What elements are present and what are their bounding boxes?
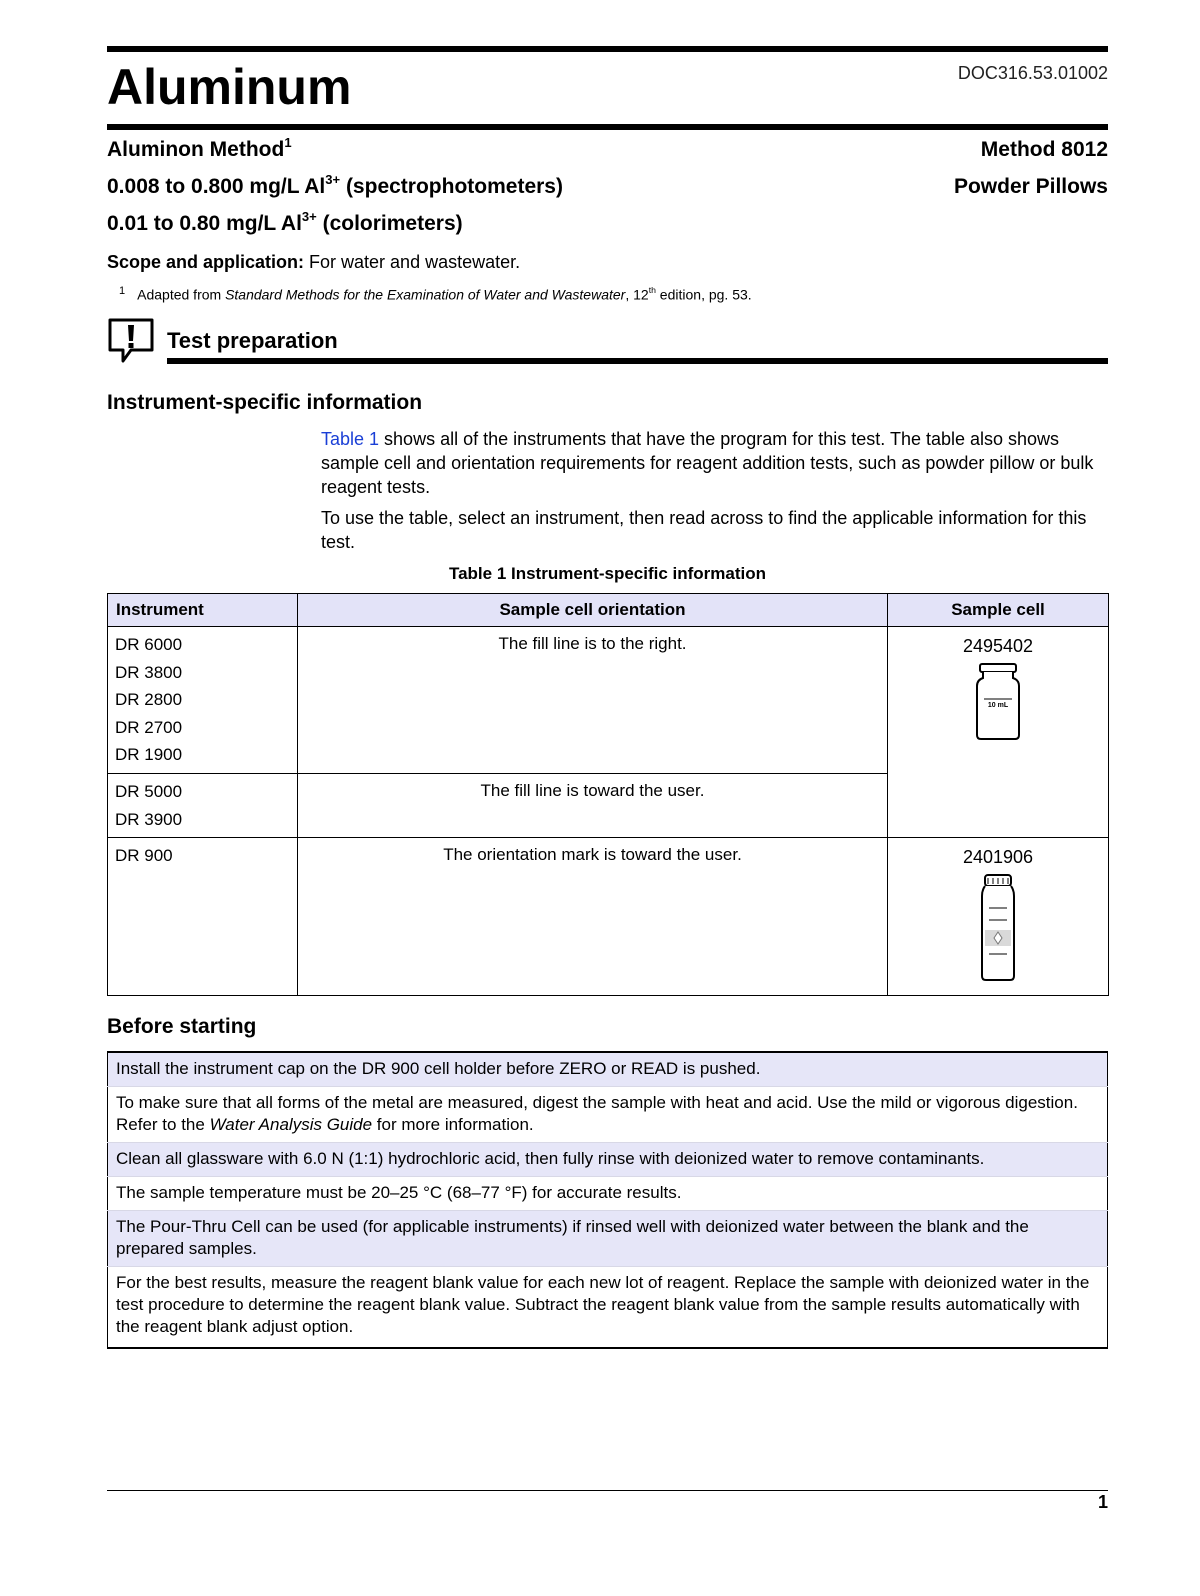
instrument-name: DR 2700: [115, 717, 183, 737]
section-title-test-preparation: Test preparation: [167, 328, 338, 353]
orientation-cell: The orientation mark is toward the user.: [298, 838, 888, 996]
heading-instrument-info: Instrument-specific information: [107, 391, 423, 414]
col-header-instrument: Instrument: [108, 594, 298, 627]
list-item: The sample temperature must be 20–25 °C (68–77 °F) for accurate results.: [108, 1177, 1108, 1211]
page-number: 1: [1097, 1492, 1108, 1512]
instrument-name: DR 6000: [115, 635, 183, 654]
instrument-name: DR 3900: [115, 809, 183, 829]
section-rule: [167, 358, 1108, 364]
sample-cell-part-number: 2401906: [962, 847, 1034, 867]
range-colori: 0.01 to 0.80 mg/L $Al^{3+}$ (colorimeters): [107, 208, 463, 235]
instrument-list: [108, 627, 298, 774]
col-header-orientation: Sample cell orientation: [298, 594, 888, 627]
table-row: [108, 627, 1109, 774]
sample-cell-part-number: 2495402: [962, 636, 1034, 656]
instrument-name: DR 1900: [115, 745, 183, 764]
footnote: $^1$ Adapted from Standard Methods for the Examination of Water and Wastewater, 12th edition, pg. 53.: [119, 285, 752, 303]
instrument-list: [108, 838, 298, 996]
orientation-cell: The fill line is to the right.: [298, 627, 888, 774]
instrument-name: DR 5000: [115, 782, 183, 801]
instrument-info-paragraph-1: Table 1 shows all of the instruments that have the program for this test. The table also shows sample cell and orientation requirements for reagent addition tests, such as powder pillow or bulk reagent tests.: [321, 429, 1094, 497]
instrument-list: [108, 774, 298, 838]
heading-before-starting: Before starting: [107, 1015, 257, 1038]
instrument-name: DR 900: [115, 846, 173, 865]
scope-and-application: Scope and application: For water and wastewater.: [107, 252, 521, 272]
sample-cell-round-icon: [980, 874, 1016, 982]
list-item: The Pour-Thru Cell can be used (for applicable instruments) if rinsed well with deionized water between the blank and the prepared samples.: [108, 1211, 1108, 1267]
table-header-row: [108, 594, 1109, 627]
instrument-table: [107, 593, 1109, 996]
list-item: For the best results, measure the reagent blank value for each new lot of reagent. Replace the sample with deionized water in the test procedure to determine the reagent blank value. Subtract the reagent blank value from the sample results automatically with the reagent blank adjust option.: [108, 1267, 1108, 1349]
method-format: Powder Pillows: [953, 175, 1108, 198]
top-rule: [107, 46, 1108, 52]
instrument-name: DR 2800: [115, 690, 183, 709]
list-item: Install the instrument cap on the DR 900 cell holder before ZERO or READ is pushed.: [108, 1052, 1108, 1087]
table-row: [108, 838, 1109, 996]
list-item: To make sure that all forms of the metal are measured, digest the sample with heat and acid. Use the mild or vigorous digestion. Refer to the Water Analysis Guide for more information.: [108, 1087, 1108, 1143]
range-spectro: 0.008 to 0.800 mg/L $Al^{3+}$ (spectrophotometers): [107, 171, 563, 198]
warning-book-icon: [107, 317, 155, 365]
instrument-name: DR 3800: [115, 662, 183, 682]
method-number: Method 8012: [980, 138, 1108, 161]
sample-cell-round: [888, 838, 1109, 996]
sample-cell-square-icon: [975, 663, 1021, 741]
before-starting-table: [107, 1051, 1108, 1349]
list-item: Clean all glassware with 6.0 N (1:1) hydrochloric acid, then fully rinse with deionized water to remove contaminants.: [108, 1143, 1108, 1177]
orientation-cell: The fill line is toward the user.: [298, 774, 888, 838]
sample-cell-square: [888, 627, 1109, 838]
water-analysis-guide-ref: Water Analysis Guide: [209, 1115, 373, 1134]
instrument-info-paragraph-2: To use the table, select an instrument, then read across to find the applicable information for this test.: [321, 508, 1087, 552]
footer-rule: [107, 1490, 1108, 1491]
method-name: Aluminon Method$^1$: [107, 134, 292, 161]
sample-cell-volume-label: 10 mL: [987, 702, 1009, 709]
title-rule: [107, 124, 1108, 130]
document-id: DOC316.53.01002: [957, 63, 1108, 83]
document-page: [107, 0, 1108, 1596]
col-header-sample-cell: Sample cell: [888, 594, 1109, 627]
table-1-link[interactable]: Table 1: [321, 429, 380, 449]
table-caption: Table 1 Instrument-specific information: [448, 564, 767, 583]
document-title: Aluminum: [107, 59, 352, 115]
